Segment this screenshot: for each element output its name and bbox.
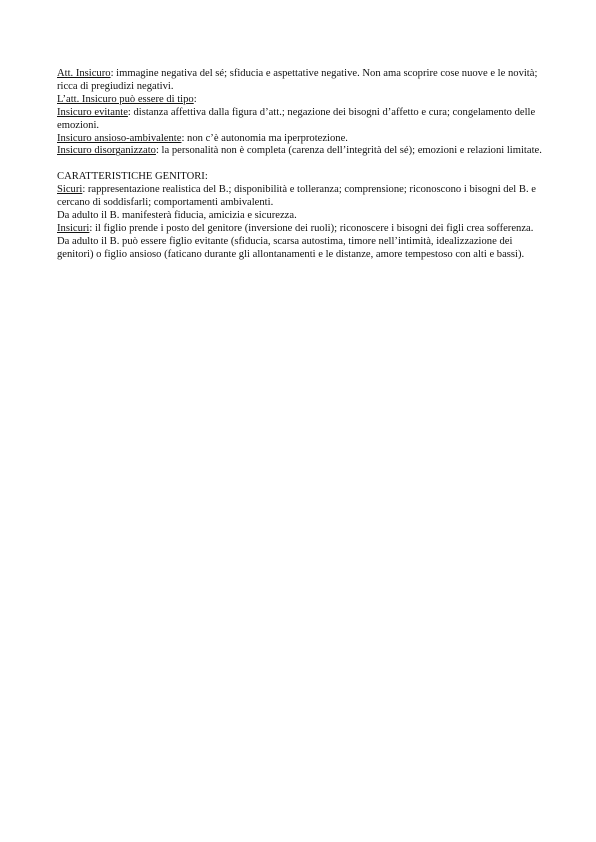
term-sicuri: Sicuri <box>57 184 83 196</box>
blank-line <box>57 158 547 171</box>
term-att-insicuro: Att. Insicuro <box>57 68 111 79</box>
paragraph-att-insicuro <box>57 68 547 94</box>
term-insicuro-ansioso: Insicuro ansioso-ambivalente <box>57 132 182 144</box>
text-insicuro-evitante: : distanza affettiva dalla figura d’att.; negazione dei bisogni d’affetto e cura; congelamento delle emozioni. <box>57 106 536 131</box>
paragraph-insicuri-adult: Da adulto il B. può essere figlio evitante (sfiducia, scarsa autostima, timore nell’intimità, idealizzazione dei genitori) o figlio ansioso (faticano durante gli allontanamenti e le distanze, amore tempestoso con alti e bassi). <box>57 235 525 260</box>
paragraph-insicuro-disorganizzato <box>57 145 547 158</box>
paragraph-insicuro-evitante <box>57 107 547 133</box>
term-tipo: L’att. Insicuro può essere di tipo <box>57 93 194 105</box>
term-insicuri: Insicuri <box>57 222 90 234</box>
paragraph-insicuro-ansioso <box>57 133 547 146</box>
text-att-insicuro: : immagine negativa del sé; sfiducia e aspettative negative. Non ama scoprire cose nuove e le novità; ricca di pregiudizi negativi. <box>57 68 538 92</box>
paragraph-sicuri-adult: Da adulto il B. manifesterà fiducia, amicizia e sicurezza. <box>57 209 297 221</box>
paragraph-tipo <box>57 94 547 107</box>
term-insicuro-disorganizzato: Insicuro disorganizzato <box>57 145 156 157</box>
paragraph-insicuri <box>57 223 547 236</box>
text-insicuro-disorganizzato: : la personalità non è completa (carenza dell’integrità del sé); emozioni e relazioni limitate. <box>155 145 542 157</box>
term-insicuro-evitante: Insicuro evitante <box>57 106 128 118</box>
text-insicuro-ansioso: : non c’è autonomia ma iperprotezione. <box>181 132 348 144</box>
section-heading: CARATTERISTICHE GENITORI: <box>57 171 208 183</box>
text-sicuri: : rappresentazione realistica del B.; disponibilità e tolleranza; comprensione; riconoscono i bisogni del B. e cercano di soddisfarli; comportamenti ambivalenti. <box>57 184 536 209</box>
text-insicuri: : il figlio prende i posto del genitore (inversione dei ruoli); riconoscere i bisogni dei figli crea sofferenza. <box>89 222 534 234</box>
text-tipo: : <box>193 93 197 105</box>
document-page <box>57 68 547 262</box>
paragraph-sicuri <box>57 184 547 210</box>
